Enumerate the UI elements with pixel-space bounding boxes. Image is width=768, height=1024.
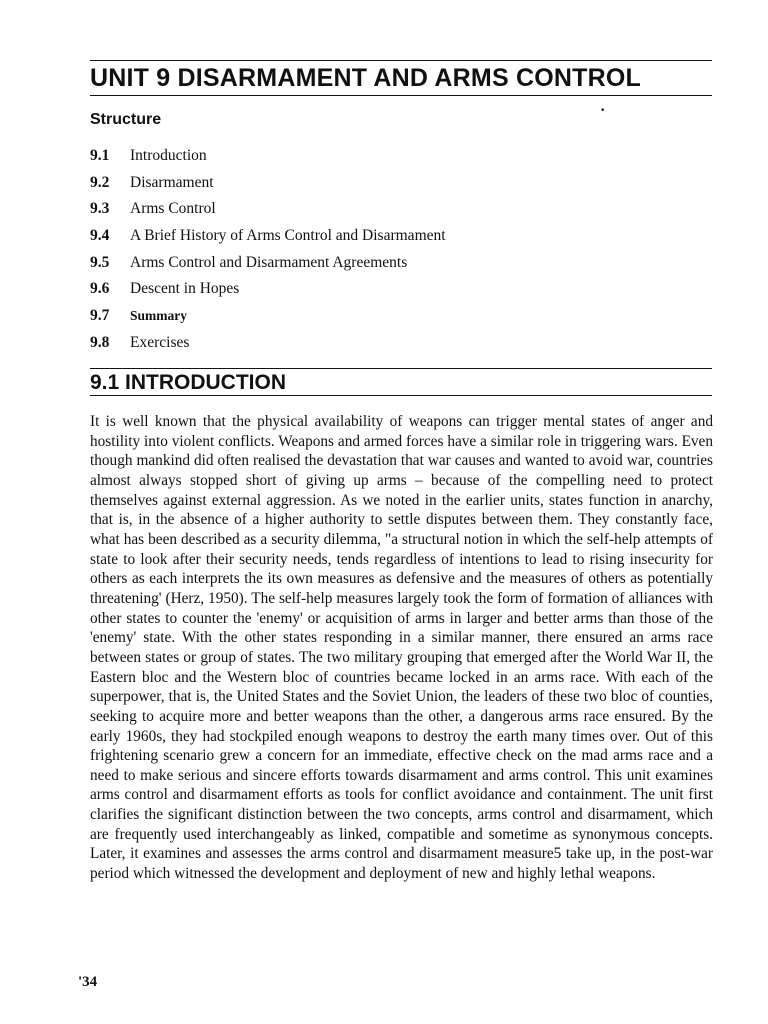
decorative-dot: •: [600, 106, 606, 116]
toc-item: [90, 252, 446, 279]
toc-item-label: Introduction: [130, 147, 207, 164]
page-number: '34: [78, 974, 98, 990]
introduction-paragraph: It is well known that the physical availability of weapons can trigger mental states of anger and hostility into violent conflicts. Weapons and armed forces have a similar role in triggering wars. Even though mankind did often realised the devastation that war causes and wanted to avoid war, countries almost always stopped short of giving up arms – because of the compelling need to protect themselves against external aggression. As we noted in the earlier units, states function in anarchy, that is, in the absence of a higher authority to settle disputes between them. They constantly face, what has been described as a security dilemma, "a structural notion in which the self-help attempts of state to look after their security needs, tends regardless of intentions to lead to rising insecurity for others as each interprets the its own measures as defensive and the measures of others as potentially threatening' (Herz, 1950). The self-help measures largely took the form of formation of alliances with other states to counter the 'enemy' or acquisition of arms in larger and better arms than those of the 'enemy' state. With the other states responding in a similar manner, there ensured an arms race between states or group of states. The two military grouping that emerged after the World War II, the Eastern bloc and the Western bloc of countries became locked in an arms race. With each of the superpower, that is, the United States and the Soviet Union, the leaders of these two bloc of counties, seeking to acquire more and better weapons than the other, a dangerous arms race ensured. By the early 1960s, they had stockpiled enough weapons to destroy the earth many times over. Out of this frightening scenario grew a concern for an immediate, effective check on the mad arms race and a need to make serious and sincere efforts towards disarmament and arms control. This unit examines arms control and disarmament efforts as tools for conflict avoidance and containment. The unit first clarifies the significant distinction between the two concepts, arms control and disarmament, which are frequently used interchangeably as linked, compatible and sometime as synonymous concepts. Later, it examines and assesses the arms control and disarmament measure5 take up, in the post-war period which witnessed the development and deployment of new and highly lethal weapons.: [90, 413, 713, 883]
toc-item: [90, 305, 446, 332]
toc-item-number: 9.5: [90, 253, 110, 271]
structure-heading: Structure: [90, 111, 162, 128]
toc-item: [90, 225, 446, 252]
toc-item-number: 9.1: [90, 147, 110, 164]
toc-item: [90, 198, 446, 225]
toc-item-number: 9.3: [90, 200, 110, 218]
toc-item-label: Arms Control: [130, 200, 216, 218]
toc-item-label: Arms Control and Disarmament Agreements: [130, 253, 408, 271]
toc-item-number: 9.6: [90, 280, 110, 298]
toc-item: [90, 278, 446, 305]
section-title: 9.1 INTRODUCTION: [90, 371, 287, 394]
toc-item: [90, 172, 446, 199]
toc-item-number: 9.4: [90, 227, 110, 245]
structure-list: [90, 145, 446, 359]
top-rule: [90, 60, 712, 61]
toc-item-label: Descent in Hopes: [130, 280, 240, 298]
toc-item: [90, 332, 446, 359]
section-top-rule: [90, 368, 712, 369]
unit-title: UNIT 9 DISARMAMENT AND ARMS CONTROL: [90, 64, 641, 92]
toc-item: [90, 145, 446, 172]
toc-item-label: Disarmament: [130, 173, 214, 191]
section-underline: [90, 395, 712, 396]
toc-item-label: A Brief History of Arms Control and Disarmament: [130, 227, 446, 245]
title-underline: [90, 95, 712, 96]
toc-item-number: 9.8: [90, 333, 110, 351]
toc-item-number: 9.2: [90, 173, 110, 191]
toc-item-number: 9.7: [90, 307, 110, 325]
toc-item-label: Exercises: [130, 333, 190, 351]
toc-item-label: Summary: [130, 308, 187, 324]
